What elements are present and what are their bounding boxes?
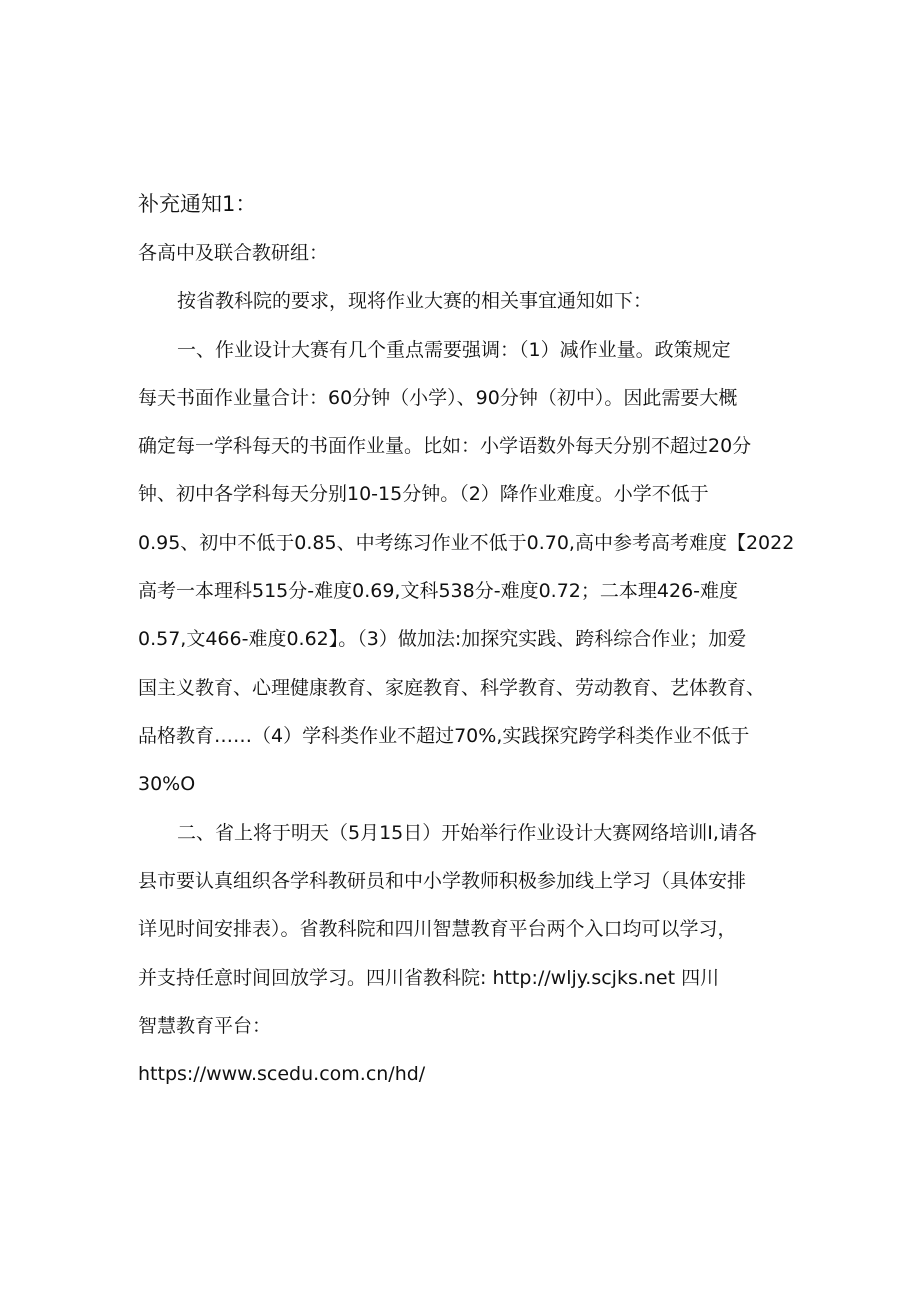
section1-line: 每天书面作业量合计：60分钟（小学）、90分钟（初中）。因此需要大概: [138, 387, 738, 409]
section1-line: 30%O: [138, 773, 196, 795]
section2-line: 详见时间安排表）。省教科院和四川智慧教育平台两个入口均可以学习，: [138, 918, 737, 940]
section2-line: 二、省上将于明天（5月15日）开始举行作业设计大赛网络培训I,请各: [177, 822, 757, 844]
platform-url: https://www.scedu.com.cn/hd/: [138, 1063, 426, 1085]
section1-line: 品格教育……（4）学科类作业不超过70%,实践探究跨学科类作业不低于: [138, 725, 750, 747]
section1-line: 钟、初中各学科每天分别10-15分钟。（2）降作业难度。小学不低于: [138, 483, 709, 505]
section1-line: 0.95、初中不低于0.85、中考练习作业不低于0.70,高中参考高考难度【2022: [138, 532, 795, 554]
addressee: 各高中及联合教研组：: [138, 242, 329, 264]
section1-line: 0.57,文466-难度0.62】。（3）做加法:加探究实践、跨科综合作业；加爱: [138, 628, 747, 650]
section2-line: 县市要认真组织各学科教研员和中小学教师积极参加线上学习（具体安排: [138, 870, 747, 892]
section1-line: 确定每一学科每天的书面作业量。比如：小学语数外每天分别不超过20分: [138, 435, 752, 457]
section1-line: 高考一本理科515分-难度0.69,文科538分-难度0.72；二本理426-难度: [138, 580, 739, 602]
intro-paragraph: 按省教科院的要求，现将作业大赛的相关事宜通知如下：: [177, 290, 653, 312]
section2-line: 并支持任意时间回放学习。四川省教科院: http://wljy.scjks.net 四川: [138, 967, 720, 989]
notice-title: 补充通知1：: [138, 192, 257, 216]
section1-line: 一、作业设计大赛有几个重点需要强调：（1）减作业量。政策规定: [177, 339, 731, 361]
section2-line: 智慧教育平台：: [138, 1015, 272, 1037]
section1-line: 国主义教育、心理健康教育、家庭教育、科学教育、劳动教育、艺体教育、: [138, 677, 766, 699]
